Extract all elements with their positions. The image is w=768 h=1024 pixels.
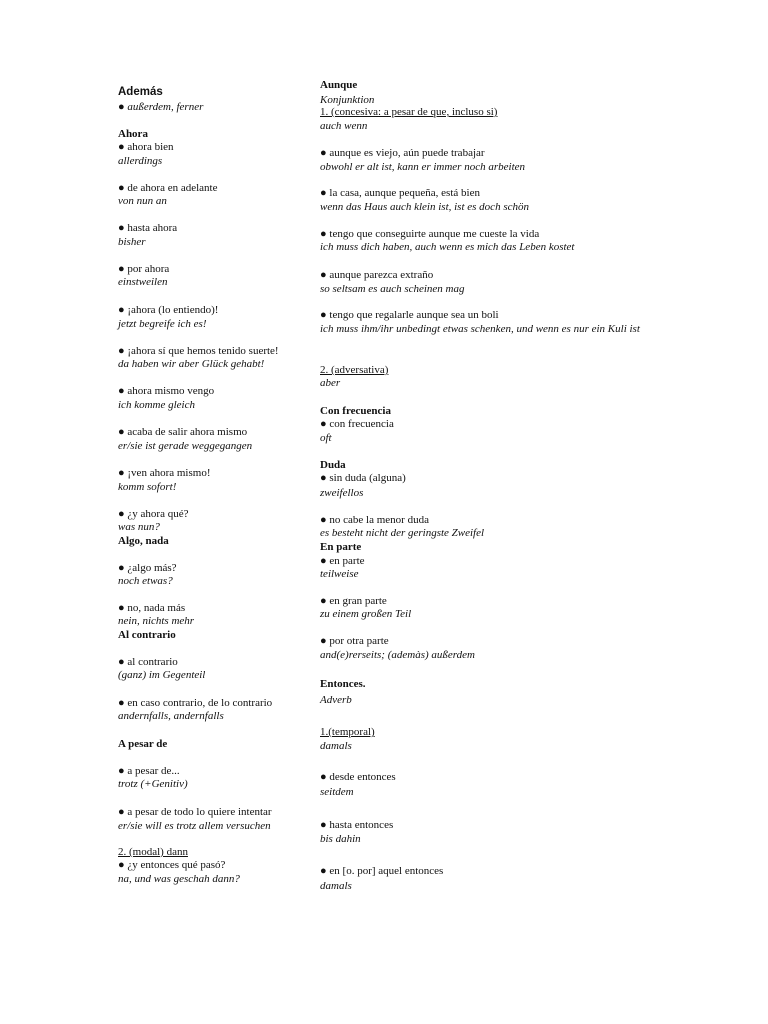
german-translation: er/sie ist gerade weggegangen	[118, 440, 253, 452]
german-translation: ● außerdem, ferner	[118, 101, 204, 113]
german-translation: teilweise	[320, 568, 359, 580]
section-heading: Algo, nada	[118, 535, 169, 547]
sense-label: 1.(temporal)	[320, 726, 375, 738]
spanish-phrase: ● por otra parte	[320, 635, 389, 647]
german-translation: andernfalls, andernfalls	[118, 710, 224, 722]
spanish-phrase: ● en caso contrario, de lo contrario	[118, 697, 273, 709]
spanish-phrase: ● no cabe la menor duda	[320, 514, 429, 526]
german-translation: jetzt begreife ich es!	[118, 318, 207, 330]
german-translation: einstweilen	[118, 276, 168, 288]
section-heading: Con frecuencia	[320, 405, 391, 417]
section-heading: En parte	[320, 541, 362, 553]
german-translation: seitdem	[320, 786, 354, 798]
spanish-phrase: ● sin duda (alguna)	[320, 472, 406, 484]
section-heading: Duda	[320, 459, 346, 471]
spanish-phrase: ● ¿y entonces qué pasó?	[118, 859, 226, 871]
german-translation: damals	[320, 880, 352, 892]
german-translation: es besteht nicht der geringste Zweifel	[320, 527, 485, 539]
section-heading: Además	[118, 86, 163, 98]
german-translation: bis dahin	[320, 833, 361, 845]
spanish-phrase: ● aunque parezca extraño	[320, 269, 434, 281]
german-translation: Adverb	[320, 694, 352, 706]
spanish-phrase: ● no, nada más	[118, 602, 186, 614]
german-translation: noch etwas?	[118, 575, 173, 587]
german-translation: obwohl er alt ist, kann er immer noch arbeiten	[320, 161, 526, 173]
sense-label: 1. (concesiva: a pesar de que, incluso si)	[320, 106, 498, 118]
spanish-phrase: ● en [o. por] aquel entonces	[320, 865, 444, 877]
spanish-phrase: ● la casa, aunque pequeña, está bien	[320, 187, 480, 199]
german-translation: damals	[320, 740, 352, 752]
section-heading: Al contrario	[118, 629, 176, 641]
german-translation: von nun an	[118, 195, 167, 207]
spanish-phrase: ● acaba de salir ahora mismo	[118, 426, 248, 438]
german-translation: allerdings	[118, 155, 163, 167]
german-translation: komm sofort!	[118, 481, 177, 493]
spanish-phrase: ● tengo que conseguirte aunque me cueste la vida	[320, 228, 540, 240]
german-translation: zu einem großen Teil	[320, 608, 412, 620]
german-translation: ich muss dich haben, auch wenn es mich das Leben kostet	[320, 241, 575, 253]
spanish-phrase: ● aunque es viejo, aún puede trabajar	[320, 147, 485, 159]
spanish-phrase: ● hasta entonces	[320, 819, 394, 831]
section-heading: A pesar de	[118, 738, 168, 750]
spanish-phrase: ● con frecuencia	[320, 418, 394, 430]
german-translation: zweifellos	[320, 487, 364, 499]
spanish-phrase: ● ¿y ahora qué?	[118, 508, 189, 520]
german-translation: so seltsam es auch scheinen mag	[320, 283, 465, 295]
section-heading: Ahora	[118, 128, 148, 140]
german-translation: (ganz) im Gegenteil	[118, 669, 206, 681]
spanish-phrase: ● por ahora	[118, 263, 170, 275]
spanish-phrase: ● desde entonces	[320, 771, 396, 783]
german-translation: oft	[320, 432, 332, 444]
spanish-phrase: ● en gran parte	[320, 595, 387, 607]
spanish-phrase: ● a pesar de...	[118, 765, 180, 777]
german-translation: da haben wir aber Glück gehabt!	[118, 358, 265, 370]
spanish-phrase: ● a pesar de todo lo quiere intentar	[118, 806, 272, 818]
german-translation: bisher	[118, 236, 146, 248]
spanish-phrase: ● de ahora en adelante	[118, 182, 218, 194]
german-translation: er/sie will es trotz allem versuchen	[118, 820, 271, 832]
sense-label: 2. (adversativa)	[320, 364, 389, 376]
german-translation: and(e)rerseits; (ademàs) außerdem	[320, 649, 475, 661]
german-translation: was nun?	[118, 521, 160, 533]
german-translation: Konjunktion	[320, 94, 375, 106]
spanish-phrase: ● ahora bien	[118, 141, 174, 153]
section-heading: Entonces.	[320, 678, 366, 690]
spanish-phrase: ● hasta ahora	[118, 222, 178, 234]
section-heading: Aunque	[320, 79, 358, 91]
german-translation: aber	[320, 377, 341, 389]
spanish-phrase: ● al contrario	[118, 656, 178, 668]
spanish-phrase: ● ¿algo más?	[118, 562, 177, 574]
german-translation: nein, nichts mehr	[118, 615, 195, 627]
spanish-phrase: ● ahora mismo vengo	[118, 385, 215, 397]
german-translation: ich muss ihm/ihr unbedingt etwas schenken, und wenn es nur ein Kuli ist	[320, 323, 640, 335]
german-translation: na, und was geschah dann?	[118, 873, 240, 885]
german-translation: wenn das Haus auch klein ist, ist es doch schön	[320, 201, 529, 213]
spanish-phrase: ● ¡ahora sí que hemos tenido suerte!	[118, 345, 279, 357]
german-translation: auch wenn	[320, 120, 368, 132]
german-translation: trotz (+Genitiv)	[118, 778, 188, 790]
spanish-phrase: ● ¡ahora (lo entiendo)!	[118, 304, 219, 316]
german-translation: ich komme gleich	[118, 399, 195, 411]
spanish-phrase: ● ¡ven ahora mismo!	[118, 467, 211, 479]
sense-label: 2. (modal) dann	[118, 846, 188, 858]
spanish-phrase: ● en parte	[320, 555, 365, 567]
spanish-phrase: ● tengo que regalarle aunque sea un boli	[320, 309, 499, 321]
